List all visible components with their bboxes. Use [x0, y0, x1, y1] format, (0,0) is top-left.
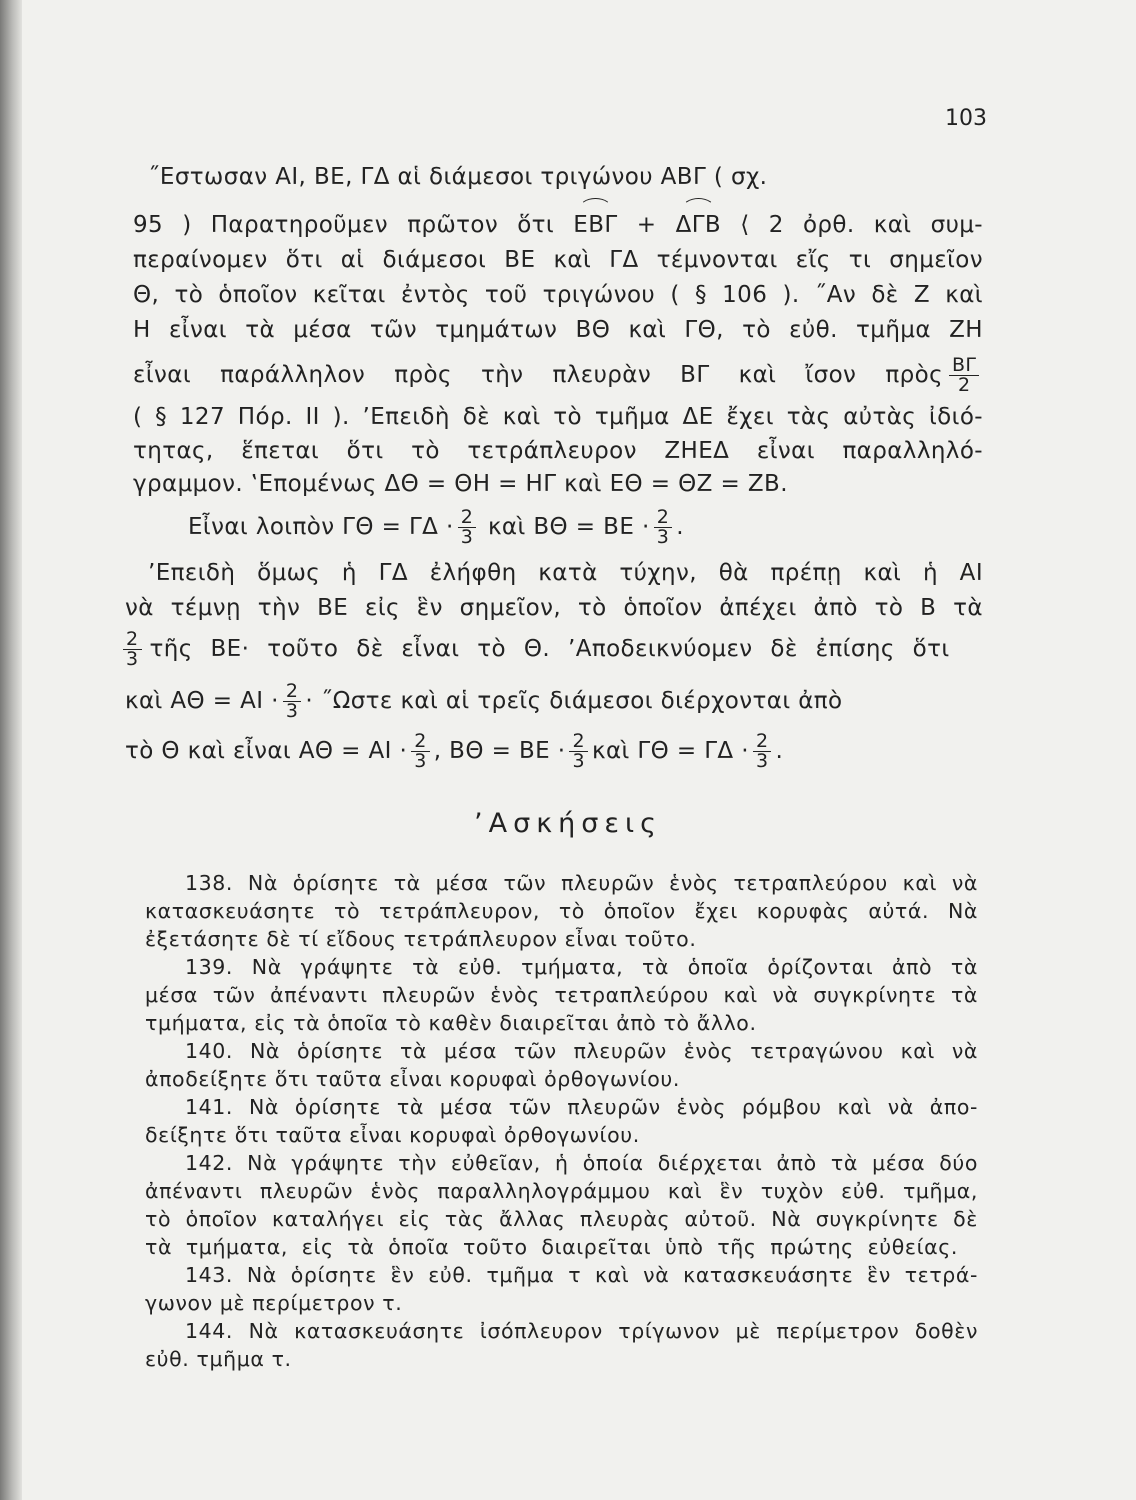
exercise-line: κατασκευάσητε τὸ τετράπλευρον, τὸ ὁποῖον ἔχει κορυφὰς αὐτά. Νὰ: [145, 899, 978, 923]
proof-line-14-text-a: καὶ ΑΘ = ΑΙ ·: [125, 688, 279, 714]
proof-line-10-text-a: Εἶναι λοιπὸν ΓΘ = ΓΔ ·: [188, 514, 454, 540]
proof-line-2: [133, 210, 983, 240]
exercise-line: τὸ ὁποῖον καταλήγει εἰς τὰς ἄλλας πλευρὰς αὐτοῦ. Νὰ συγκρίνητε δὲ: [145, 1207, 978, 1231]
exercise-line: 144. Νὰ κατασκευάσητε ἰσόπλευρον τρίγωνον μὲ περίμετρον δοθὲν: [185, 1319, 978, 1343]
proof-line-3: περαίνομεν ὅτι αἱ διάμεσοι ΒΕ καὶ ΓΔ τέμνονται εἴς τι σημεῖον: [133, 247, 983, 273]
exercise-line: γωνον μὲ περίμετρον τ.: [145, 1291, 403, 1315]
fraction-denominator: 3: [656, 526, 670, 548]
exercise-line: μέσα τῶν ἀπέναντι πλευρῶν ἑνὸς τετραπλεύρου καὶ νὰ συγκρίνητε τὰ: [145, 983, 978, 1007]
proof-line-12: νὰ τέμνῃ τὴν ΒΕ εἰς ἓν σημεῖον, τὸ ὁποῖον ἀπέχει ἀπὸ τὸ Β τὰ: [125, 595, 983, 621]
book-spine-shadow: [0, 0, 22, 1500]
fraction-denominator: 3: [755, 750, 769, 772]
page-number: 103: [945, 106, 987, 131]
exercise-line: ἐξετάσητε δὲ τί εἴδους τετράπλευρον εἶναι τοῦτο.: [145, 927, 697, 951]
angle-ebg: ΕΒΓ: [573, 212, 618, 238]
proof-line-5: Η εἶναι τὰ μέσα τῶν τμημάτων ΒΘ καὶ ΓΘ, τὸ εὐθ. τμῆμα ΖΗ: [133, 317, 983, 343]
proof-line-15-text-a: τὸ Θ καὶ εἶναι ΑΘ = ΑΙ ·: [125, 738, 408, 764]
fraction-denominator: 2: [957, 374, 971, 396]
angle-dgb: ΔΓΒ: [675, 212, 722, 238]
fraction-numerator: 2: [123, 630, 142, 650]
proof-line-2-text-a: 95 ) Παρατηροῦμεν πρῶτον ὅτι: [133, 212, 574, 238]
exercise-line: ἀποδείξητε ὅτι ταῦτα εἶναι κορυφαὶ ὀρθογωνίου.: [145, 1067, 681, 1091]
exercise-line: 141. Νὰ ὁρίσητε τὰ μέσα τῶν πλευρῶν ἑνὸς ρόμβου καὶ νὰ ἀπο-: [185, 1095, 978, 1119]
proof-line-13: [123, 630, 950, 669]
plus-sign: +: [636, 212, 657, 238]
fraction-denominator: 3: [414, 750, 427, 772]
proof-line-10-text-b: καὶ ΒΘ = ΒΕ ·: [487, 514, 650, 540]
proof-line-8: τητας, ἕπεται ὅτι τὸ τετράπλευρον ΖΗΕΔ εἶναι παραλληλό-: [133, 438, 983, 464]
fraction-numerator: 2: [654, 508, 673, 528]
proof-line-15-text-c: καὶ ΓΘ = ΓΔ ·: [591, 738, 749, 764]
proof-line-11: ’Επειδὴ ὅμως ἡ ΓΔ ἐλήφθη κατὰ τύχην, θὰ πρέπῃ καὶ ἡ ΑΙ: [148, 560, 983, 586]
exercise-line: τὰ τμήματα, εἰς τὰ ὁποῖα τοῦτο διαιρεῖται ὑπὸ τῆς πρώτης εὐθείας.: [145, 1235, 958, 1259]
fraction-numerator: 2: [569, 732, 588, 752]
fraction-numerator: 2: [753, 732, 772, 752]
proof-line-1: ˝Εστωσαν ΑΙ, ΒΕ, ΓΔ αἱ διάμεσοι τριγώνου ΑΒΓ ( σχ.: [148, 164, 768, 190]
fraction-numerator: 2: [458, 508, 477, 528]
proof-line-4: Θ, τὸ ὁποῖον κεῖται ἐντὸς τοῦ τριγώνου ( § 106 ). ˝Αν δὲ Ζ καὶ: [133, 282, 983, 308]
fraction-two-thirds: [654, 508, 673, 547]
fraction-bg-over-2: [949, 356, 979, 395]
proof-line-7: ( § 127 Πόρ. ΙΙ ). ’Επειδὴ δὲ καὶ τὸ τμῆμα ΔΕ ἔχει τὰς αὐτὰς ἰδιό-: [133, 404, 983, 430]
proof-line-15-text-d: .: [775, 738, 784, 764]
exercise-line: 139. Νὰ γράψητε τὰ εὐθ. τμήματα, τὰ ὁποῖα ὁρίζονται ἀπὸ τὰ: [185, 955, 978, 979]
fraction-two-thirds: [123, 630, 142, 669]
proof-line-10-text-c: .: [676, 514, 684, 540]
proof-line-6: [133, 356, 983, 395]
fraction-denominator: 3: [572, 750, 585, 772]
exercise-line: εὐθ. τμῆμα τ.: [145, 1347, 292, 1371]
proof-line-15: [125, 732, 783, 771]
fraction-denominator: 3: [126, 648, 139, 670]
proof-line-14-text-b: · ˝Ωστε καὶ αἱ τρεῖς διάμεσοι διέρχονται ἀπὸ: [305, 688, 843, 714]
proof-line-14: [125, 682, 843, 721]
exercise-line: ἀπέναντι πλευρῶν ἑνὸς παραλληλογράμμου καὶ ἓν τυχὸν εὐθ. τμῆμα,: [145, 1179, 978, 1203]
exercise-line: δείξητε ὅτι ταῦτα εἶναι κορυφαὶ ὀρθογωνίου.: [145, 1123, 640, 1147]
proof-line-2-text-b: ⟨ 2 ὀρθ. καὶ συμ-: [740, 212, 984, 238]
fraction-numerator: 2: [411, 732, 430, 752]
proof-line-15-text-b: , ΒΘ = ΒΕ ·: [433, 738, 566, 764]
fraction-numerator: ΒΓ: [949, 356, 979, 376]
proof-line-13-text: τῆς ΒΕ· τοῦτο δὲ εἶναι τὸ Θ. ’Αποδεικνύομεν δὲ ἐπίσης ὅτι: [149, 636, 950, 662]
fraction-denominator: 3: [460, 526, 474, 548]
exercise-line: 140. Νὰ ὁρίσητε τὰ μέσα τῶν πλευρῶν ἑνὸς τετραγώνου καὶ νὰ: [185, 1039, 978, 1063]
fraction-denominator: 3: [285, 700, 299, 722]
proof-line-9: γραμμον. ‛Επομένως ΔΘ = ΘΗ = ΗΓ καὶ ΕΘ = ΘΖ = ΖΒ.: [133, 471, 788, 497]
exercise-line: 138. Νὰ ὁρίσητε τὰ μέσα τῶν πλευρῶν ἑνὸς τετραπλεύρου καὶ νὰ: [185, 871, 978, 895]
fraction-two-thirds: [569, 732, 588, 771]
fraction-numerator: 2: [283, 682, 302, 702]
exercise-line: 142. Νὰ γράψητε τὴν εὐθεῖαν, ἡ ὁποία διέρχεται ἀπὸ τὰ μέσα δύο: [185, 1151, 978, 1175]
exercises-heading: ’Ασκήσεις: [474, 808, 662, 839]
exercise-line: τμήματα, εἰς τὰ ὁποῖα τὸ καθὲν διαιρεῖται ἀπὸ τὸ ἄλλο.: [145, 1011, 757, 1035]
exercise-line: 143. Νὰ ὁρίσητε ἓν εὐθ. τμῆμα τ καὶ νὰ κατασκευάσητε ἓν τετρά-: [185, 1263, 978, 1287]
fraction-two-thirds: [283, 682, 302, 721]
proof-line-10: [188, 508, 684, 547]
fraction-two-thirds: [458, 508, 477, 547]
proof-line-6-text: εἶναι παράλληλον πρὸς τὴν πλευρὰν ΒΓ καὶ ἴσον πρὸς: [133, 362, 943, 388]
fraction-two-thirds: [753, 732, 772, 771]
fraction-two-thirds: [411, 732, 430, 771]
